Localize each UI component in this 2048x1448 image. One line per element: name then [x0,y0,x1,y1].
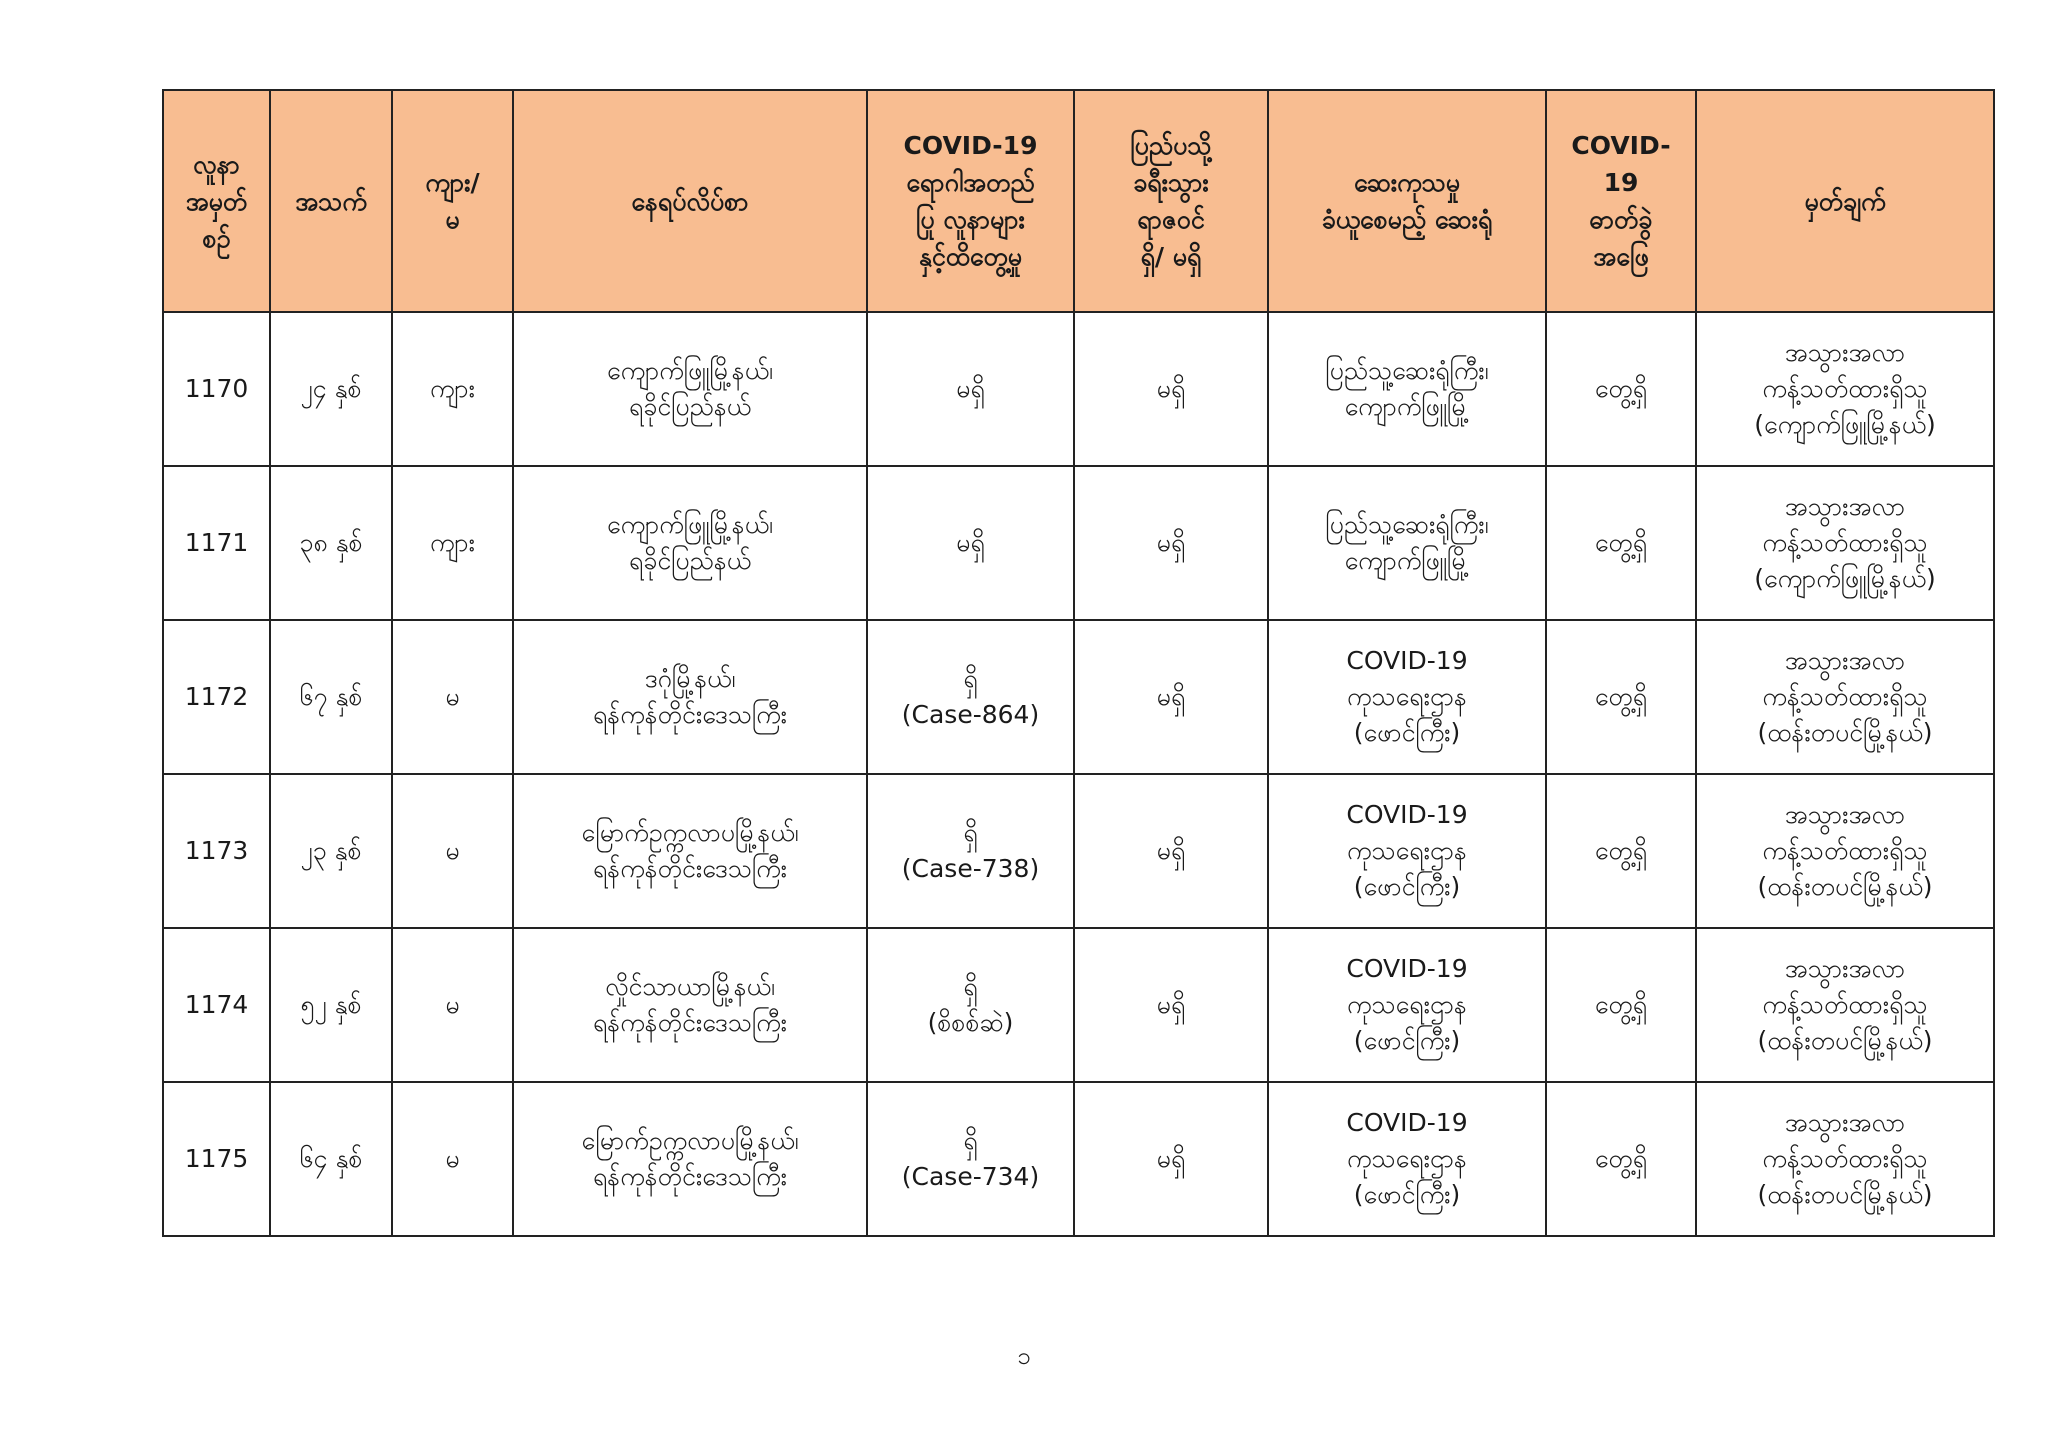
covid-cases-table [162,89,1995,1237]
table-row [163,1082,1994,1236]
cell-sex: မ [392,928,513,1082]
cell-sex: ကျား [392,312,513,466]
cell-address: ဒဂုံမြို့နယ်၊ ရန်ကုန်တိုင်းဒေသကြီး [513,620,867,774]
cell-age: ၃၈ နှစ် [270,466,392,620]
cell-contact: မရှိ [867,466,1074,620]
header-remarks: မှတ်ချက် [1696,90,1994,312]
table-header [163,90,1994,312]
cell-hospital: COVID-19 ကုသရေးဌာန (ဖောင်ကြီး) [1268,928,1546,1082]
cell-lab-result: တွေ့ရှိ [1546,1082,1696,1236]
table-row [163,466,1994,620]
cell-hospital: COVID-19 ကုသရေးဌာန (ဖောင်ကြီး) [1268,1082,1546,1236]
header-age: အသက် [270,90,392,312]
cell-remarks: အသွားအလာ ကန့်သတ်ထားရှိသူ (ထန်းတပင်မြို့နယ်) [1696,620,1994,774]
cell-case-number: 1171 [163,466,270,620]
header-lab-result: COVID- 19 ဓာတ်ခွဲ အဖြေ [1546,90,1696,312]
cell-address: လှိုင်သာယာမြို့နယ်၊ ရန်ကုန်တိုင်းဒေသကြီး [513,928,867,1082]
cell-sex: မ [392,774,513,928]
header-travel-history: ပြည်ပသို့ ခရီးသွား ရာဇဝင် ရှိ/ မရှိ [1074,90,1268,312]
table-row [163,774,1994,928]
cell-case-number: 1173 [163,774,270,928]
cell-address: မြောက်ဥက္ကလာပမြို့နယ်၊ ရန်ကုန်တိုင်းဒေသကြီး [513,1082,867,1236]
table-row [163,620,1994,774]
cell-hospital: ပြည်သူ့ဆေးရုံကြီး၊ ကျောက်ဖြူမြို့ [1268,312,1546,466]
cell-case-number: 1174 [163,928,270,1082]
cell-lab-result: တွေ့ရှိ [1546,466,1696,620]
cell-age: ၅၂ နှစ် [270,928,392,1082]
table-body [163,312,1994,1236]
cell-remarks: အသွားအလာ ကန့်သတ်ထားရှိသူ (ထန်းတပင်မြို့နယ်) [1696,928,1994,1082]
cell-travel: မရှိ [1074,312,1268,466]
cell-contact: ရှိ (Case-864) [867,620,1074,774]
cell-lab-result: တွေ့ရှိ [1546,774,1696,928]
cell-sex: ကျား [392,466,513,620]
cell-contact: ရှိ (Case-738) [867,774,1074,928]
cell-sex: မ [392,1082,513,1236]
cell-contact: ရှိ (စိစစ်ဆဲ) [867,928,1074,1082]
cell-travel: မရှိ [1074,928,1268,1082]
cell-address: ကျောက်ဖြူမြို့နယ်၊ ရခိုင်ပြည်နယ် [513,312,867,466]
cell-case-number: 1175 [163,1082,270,1236]
header-treatment-hospital: ဆေးကုသမှု ခံယူစေမည့် ဆေးရုံ [1268,90,1546,312]
header-row [163,90,1994,312]
cell-sex: မ [392,620,513,774]
cell-travel: မရှိ [1074,1082,1268,1236]
cell-age: ၆၄ နှစ် [270,1082,392,1236]
cell-hospital: ပြည်သူ့ဆေးရုံကြီး၊ ကျောက်ဖြူမြို့ [1268,466,1546,620]
cell-lab-result: တွေ့ရှိ [1546,928,1696,1082]
cell-remarks: အသွားအလာ ကန့်သတ်ထားရှိသူ (ကျောက်ဖြူမြို့နယ်) [1696,466,1994,620]
page-number: ၁ [1017,1342,1031,1370]
cell-case-number: 1170 [163,312,270,466]
cell-address: ကျောက်ဖြူမြို့နယ်၊ ရခိုင်ပြည်နယ် [513,466,867,620]
cell-lab-result: တွေ့ရှိ [1546,312,1696,466]
cell-remarks: အသွားအလာ ကန့်သတ်ထားရှိသူ (ထန်းတပင်မြို့နယ်) [1696,1082,1994,1236]
cell-lab-result: တွေ့ရှိ [1546,620,1696,774]
header-sex: ကျား/ မ [392,90,513,312]
cell-age: ၆၇ နှစ် [270,620,392,774]
cell-travel: မရှိ [1074,774,1268,928]
cell-age: ၂၄ နှစ် [270,312,392,466]
table-row [163,928,1994,1082]
cell-travel: မရှိ [1074,466,1268,620]
table-row [163,312,1994,466]
header-case-number: လူနာ အမှတ် စဉ် [163,90,270,312]
cell-contact: ရှိ (Case-734) [867,1082,1074,1236]
cell-age: ၂၃ နှစ် [270,774,392,928]
cell-travel: မရှိ [1074,620,1268,774]
cell-hospital: COVID-19 ကုသရေးဌာန (ဖောင်ကြီး) [1268,774,1546,928]
cell-case-number: 1172 [163,620,270,774]
header-contact-with-confirmed: COVID-19 ရောဂါအတည် ပြု လူနာများ နှင့်ထိတွေ့မှု [867,90,1074,312]
cell-address: မြောက်ဥက္ကလာပမြို့နယ်၊ ရန်ကုန်တိုင်းဒေသကြီး [513,774,867,928]
header-address: နေရပ်လိပ်စာ [513,90,867,312]
cell-remarks: အသွားအလာ ကန့်သတ်ထားရှိသူ (ထန်းတပင်မြို့နယ်) [1696,774,1994,928]
cell-contact: မရှိ [867,312,1074,466]
cell-hospital: COVID-19 ကုသရေးဌာန (ဖောင်ကြီး) [1268,620,1546,774]
cell-remarks: အသွားအလာ ကန့်သတ်ထားရှိသူ (ကျောက်ဖြူမြို့နယ်) [1696,312,1994,466]
